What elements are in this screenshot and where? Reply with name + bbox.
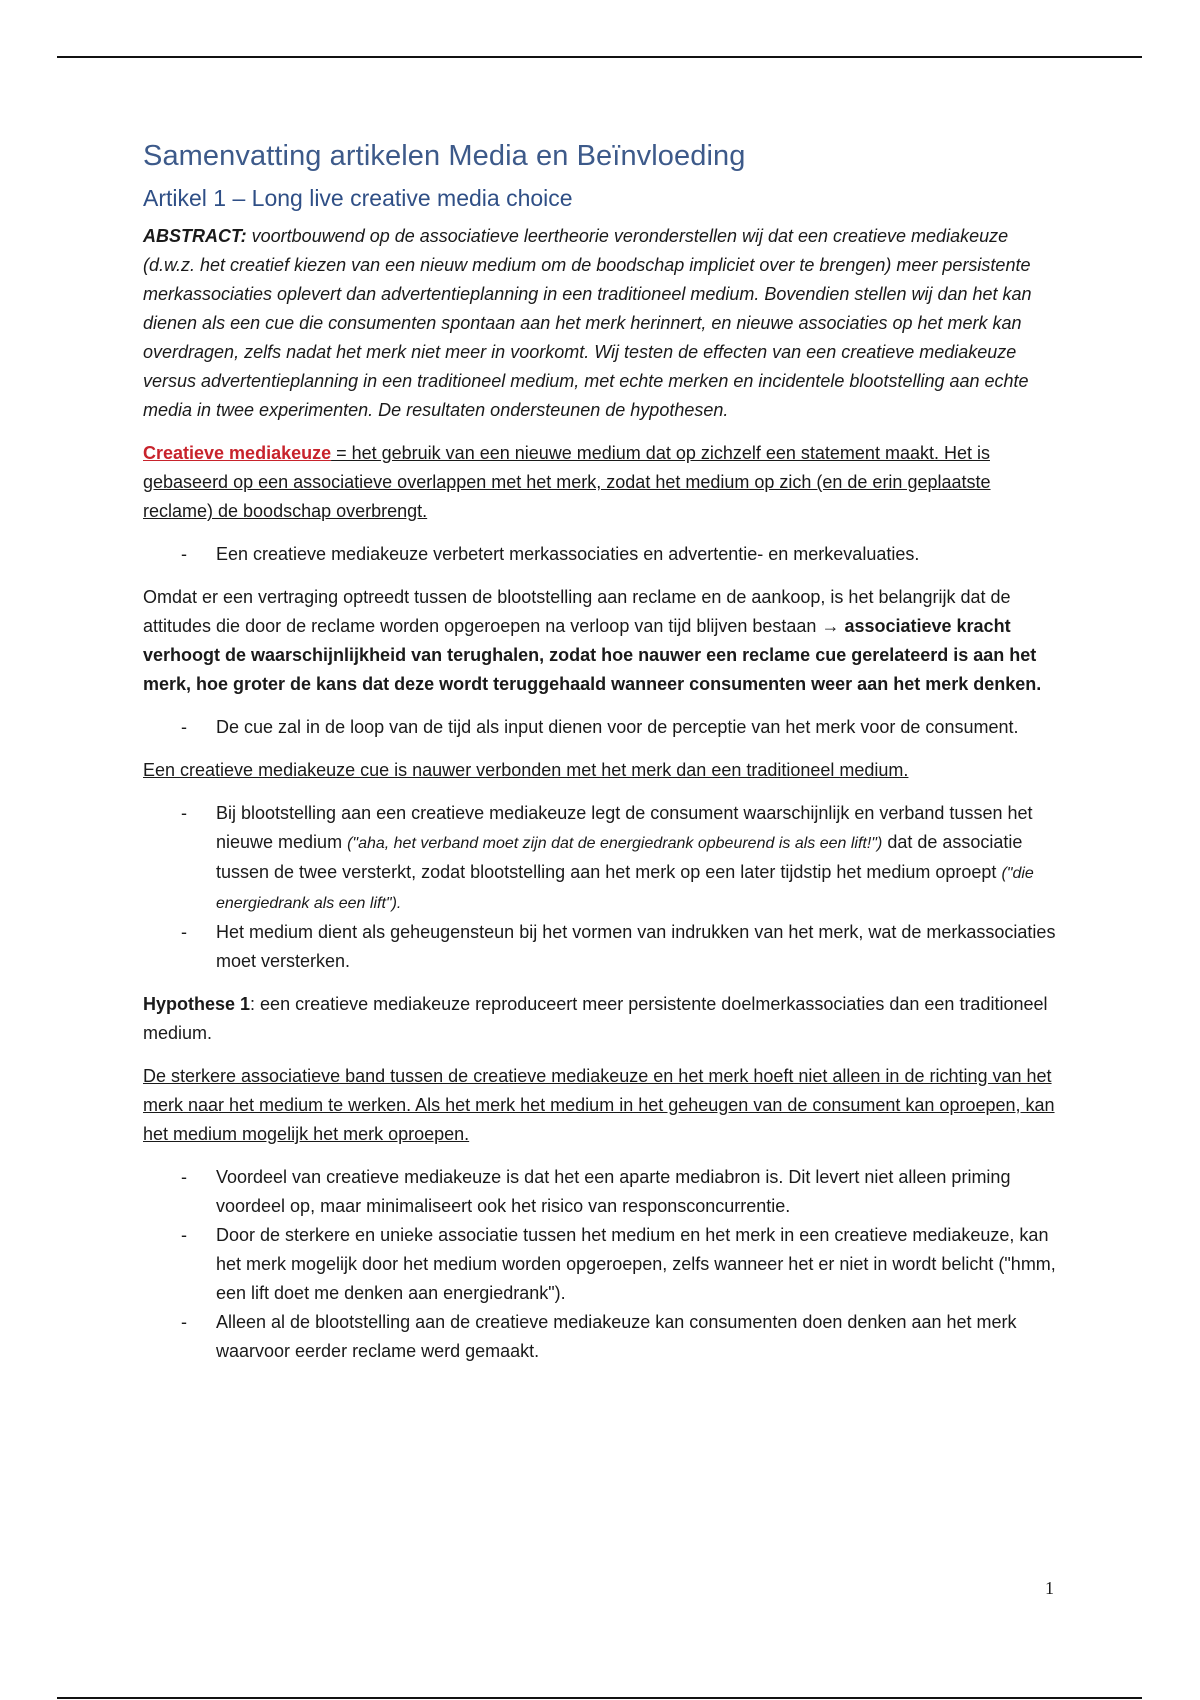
header-rule [57,56,1142,58]
paragraph-text: Omdat er een vertraging optreedt tussen de blootstelling aan reclame en de aankoop, is het belangrijk dat de attitudes die door de reclame worden opgeroepen na verloop van tijd blijven bestaan [143,587,1011,636]
list-item: - Voordeel van creatieve mediakeuze is dat het een aparte mediabron is. Dit levert niet alleen priming voordeel op, maar minimaliseert ook het risico van responsconcurrentie. [143,1163,1063,1221]
paragraph-cue: Een creatieve mediakeuze cue is nauwer verbonden met het merk dan een traditioneel medium. [143,760,909,780]
list-item: - Het medium dient als geheugensteun bij het vormen van indrukken van het merk, wat de merkassociaties moet versterken. [143,918,1063,976]
abstract-label: ABSTRACT: [143,226,247,246]
article-heading: Artikel 1 – Long live creative media choice [143,185,573,211]
footer-rule [57,1697,1142,1699]
list-item: - Alleen al de blootstelling aan de creatieve mediakeuze kan consumenten doen denken aan het merk waarvoor eerder reclame werd gemaakt. [143,1308,1063,1366]
bullet-list-4 [143,1163,1063,1366]
bullet-list-2 [143,713,1063,742]
hypothesis-text: : een creatieve mediakeuze reproduceert meer persistente doelmerkassociaties dan een traditioneel medium. [143,994,1048,1043]
hypothesis-label: Hypothese 1 [143,994,251,1014]
paragraph-delay [143,583,1063,699]
abstract-paragraph [143,222,1063,425]
definition-text: = het gebruik van een nieuwe medium dat op zichzelf een statement maakt. Het is gebaseerd op een associatieve overlappen met het merk, zodat het medium op zich (en de erin geplaatste reclame) de boodschap overbrengt. [143,443,991,521]
list-item [143,799,1063,918]
definition-paragraph [143,439,1063,526]
list-item-text: Bij blootstelling aan een creatieve mediakeuze legt de consument waarschijnlijk en verband tussen het nieuwe medium [216,803,1033,852]
arrow-icon: → [821,616,840,636]
list-item-text: dat de associatie tussen de twee versterkt, zodat blootstelling aan het merk op een later tijdstip het medium oproept [216,832,1023,882]
list-item-quote: ("die energiedrank als een lift"). [216,865,1034,912]
abstract-text: voortbouwend op de associatieve leertheorie veronderstellen wij dat een creatieve mediakeuze (d.w.z. het creatief kiezen van een nieuw medium om de boodschap impliciet over te brengen) meer persistente merkassociaties oplevert dan advertentieplanning in een traditioneel medium. Bovendien stellen wij dan het kan dienen als een cue die consumenten spontaan aan het merk herinnert, en nieuwe associaties op het merk kan overdragen, zelfs nadat het merk niet meer in voorkomt. Wij testen de effecten van een creatieve mediakeuze versus advertentieplanning in een traditioneel medium, met echte merken en incidentele blootstelling aan echte media in twee experimenten. De resultaten ondersteunen de hypothesen. [143,226,1032,420]
hypothesis-paragraph [143,990,1063,1048]
bold-conclusion: associatieve kracht verhoogt de waarschijnlijkheid van terughalen, zodat hoe nauwer een reclame cue gerelateerd is aan het merk, hoe groter de kans dat deze wordt teruggehaald wanneer consumenten weer aan het merk denken. [143,616,1042,694]
bullet-list-3 [143,799,1063,976]
list-item-quote: ("aha, het verband moet zijn dat de energiedrank opbeurend is als een lift!") [347,835,883,852]
paragraph-bond: De sterkere associatieve band tussen de creatieve mediakeuze en het merk hoeft niet alleen in de richting van het merk naar het medium te werken. Als het merk het medium in het geheugen van de consument kan oproepen, kan het medium mogelijk het merk oproepen. [143,1066,1055,1144]
definition-term: Creatieve mediakeuze [143,443,332,463]
list-item: - Een creatieve mediakeuze verbetert merkassociaties en advertentie- en merkevaluaties. [143,540,1063,569]
list-item: - Door de sterkere en unieke associatie tussen het medium en het merk in een creatieve mediakeuze, kan het merk mogelijk door het medium worden opgeroepen, zelfs wanneer het er niet in wordt belicht ("hmm, een lift doet me denken aan energiedrank"). [143,1221,1063,1308]
document-body [143,140,1063,1366]
document-title: Samenvatting artikelen Media en Beïnvloeding [143,140,746,172]
list-item: - De cue zal in de loop van de tijd als input dienen voor de perceptie van het merk voor de consument. [143,713,1063,742]
bullet-list-1 [143,540,1063,569]
page-number: 1 [1045,1578,1054,1598]
